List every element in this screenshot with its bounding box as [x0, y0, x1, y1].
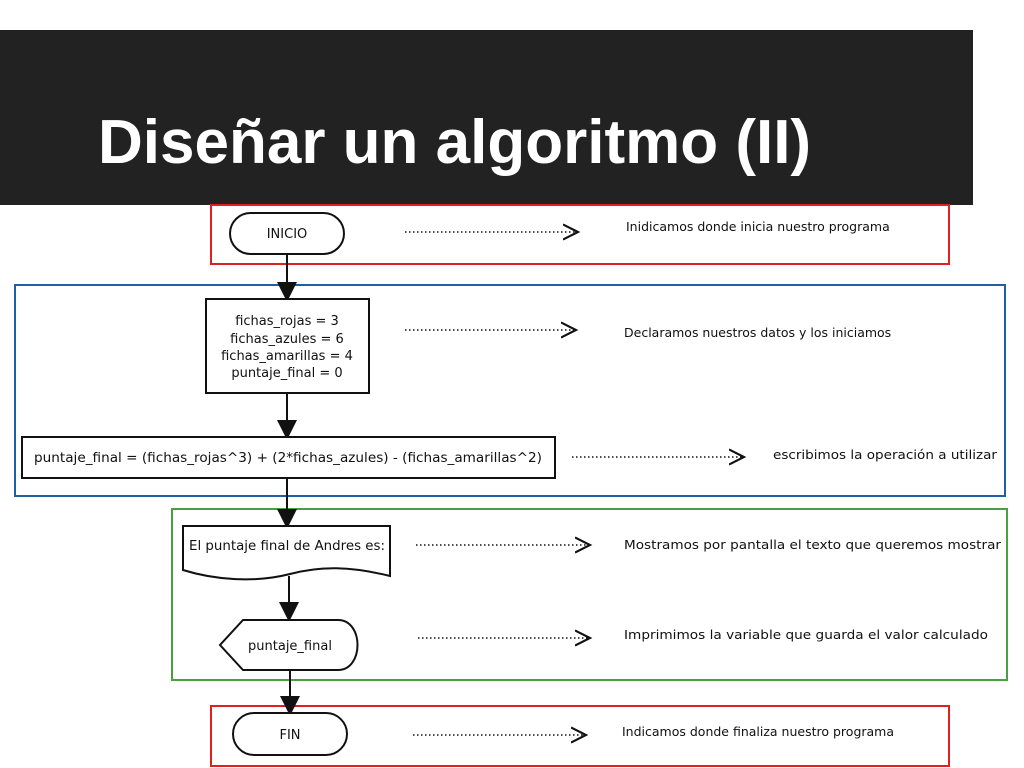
start-node — [230, 213, 344, 254]
declaration-line: puntaje_final = 0 — [231, 366, 343, 381]
operation-label: puntaje_final = (fichas_rojas^3) + (2*fichas_azules) - (fichas_amarillas^2) — [34, 451, 542, 466]
end-node-label: FIN — [279, 728, 301, 743]
note-start: Inidicamos donde inicia nuestro programa — [626, 219, 890, 234]
note-output: Imprimimos la variable que guarda el valor calculado — [624, 627, 988, 642]
note-declarations: Declaramos nuestros datos y los iniciamos — [624, 325, 892, 340]
declarations-node — [206, 299, 369, 393]
declaration-line: fichas_azules = 6 — [230, 332, 344, 347]
note-display: Mostramos por pantalla el texto que queremos mostrar — [624, 537, 1002, 552]
output-label: puntaje_final — [248, 639, 332, 654]
output-node — [220, 620, 358, 670]
note-operation: escribimos la operación a utilizar — [773, 447, 998, 462]
display-label: El puntaje final de Andres es: — [189, 539, 385, 554]
slide-title: Diseñar un algoritmo (II) — [98, 108, 812, 177]
end-node — [233, 713, 347, 755]
display-node — [183, 526, 390, 579]
note-end: Indicamos donde finaliza nuestro programa — [622, 724, 895, 739]
start-node-label: INICIO — [266, 227, 308, 242]
declaration-line: fichas_amarillas = 4 — [221, 349, 353, 364]
declaration-line: fichas_rojas = 3 — [235, 314, 339, 329]
operation-node — [22, 437, 555, 478]
